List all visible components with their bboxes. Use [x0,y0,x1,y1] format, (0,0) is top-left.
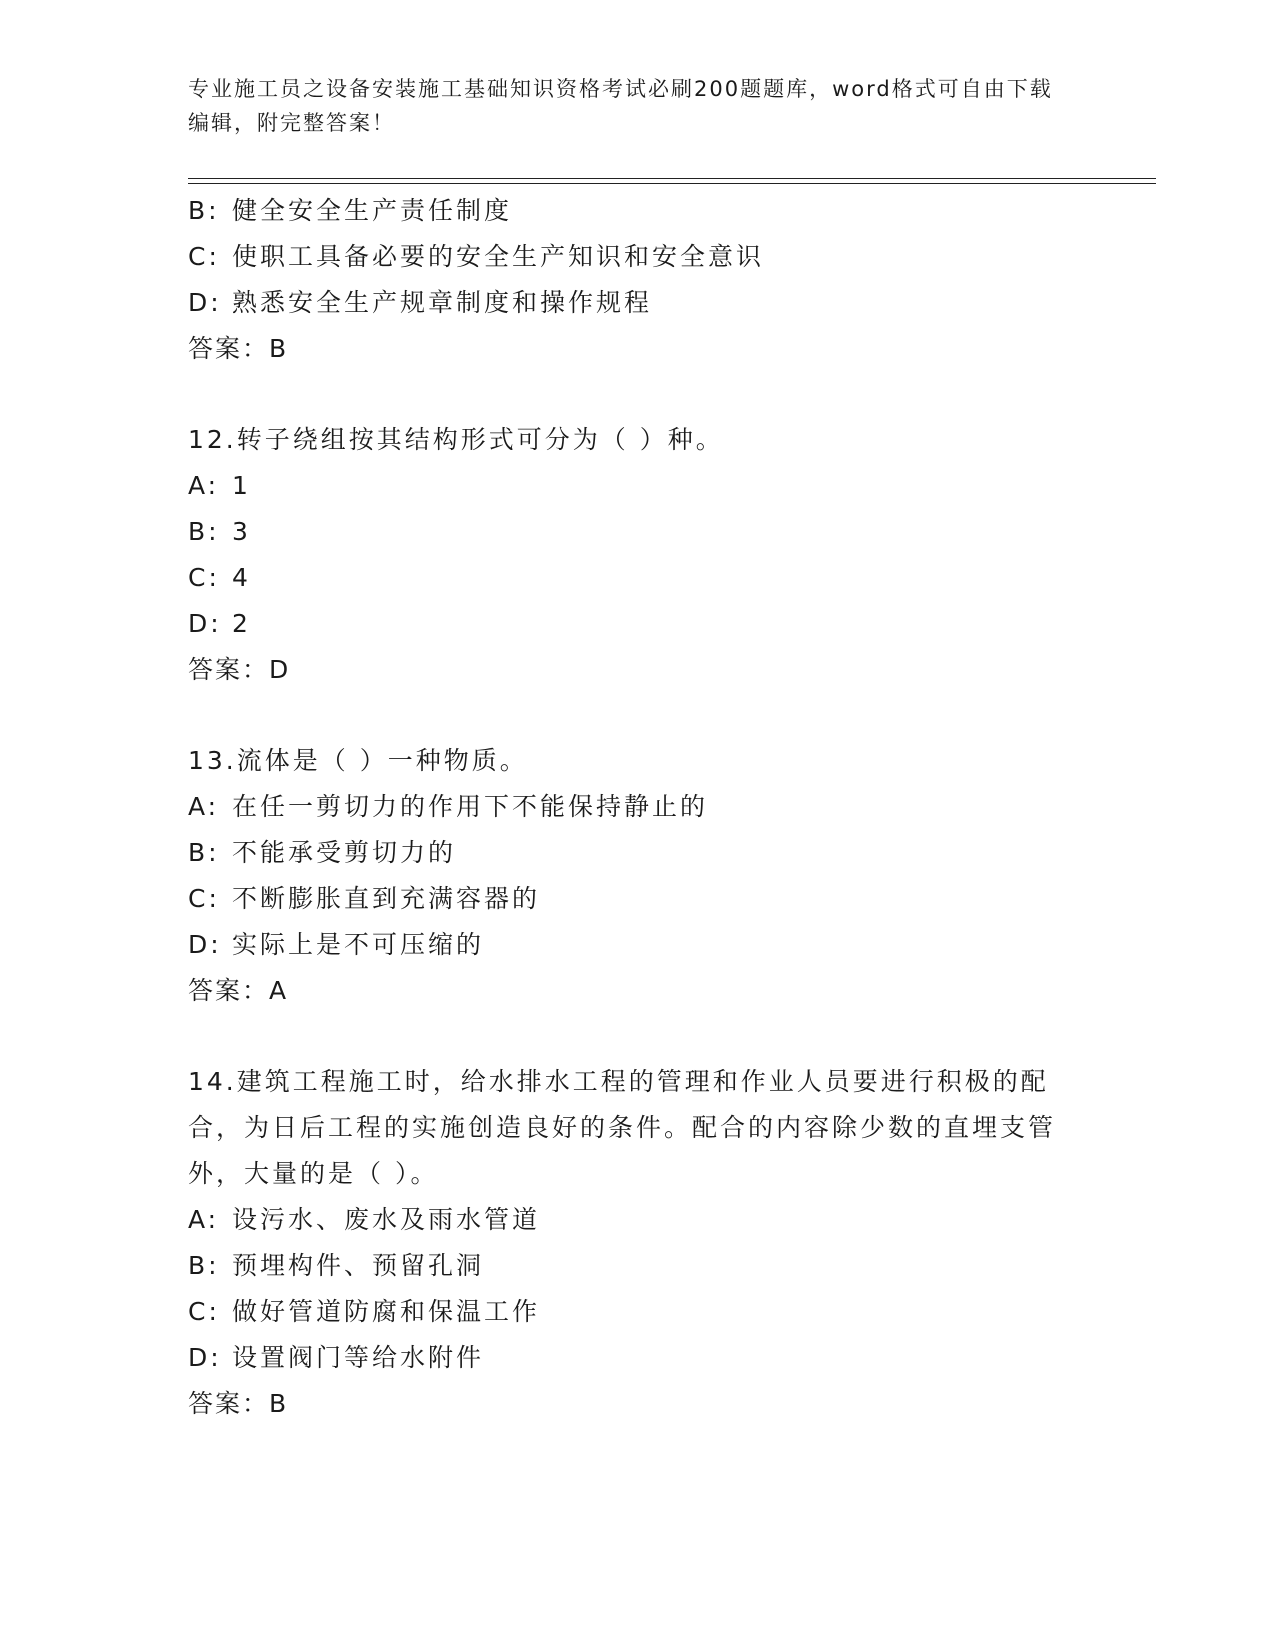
question-block-13 [188,738,1108,1014]
question-block-14 [188,1059,1108,1427]
option-d: D: 2 [188,609,251,638]
answer: 答案：A [188,976,289,1005]
option-c: C: 做好管道防腐和保温工作 [188,1297,541,1326]
question-list [188,188,1108,1472]
question-block-12 [188,417,1108,693]
option-a: A: 设污水、废水及雨水管道 [188,1205,541,1234]
answer: 答案：B [188,334,289,363]
option-a: A: 1 [188,471,251,500]
document-header: 专业施工员之设备安装施工基础知识资格考试必刷200题题库，word格式可自由下载编辑，附完整答案！ [188,77,1053,135]
option-b: B: 健全安全生产责任制度 [188,196,513,225]
answer: 答案：D [188,655,291,684]
header-rule-bottom [188,183,1156,184]
answer: 答案：B [188,1389,289,1418]
header-rule-top [188,178,1156,179]
option-d: D: 熟悉安全生产规章制度和操作规程 [188,288,653,317]
option-a: A: 在任一剪切力的作用下不能保持静止的 [188,792,709,821]
option-c: C: 不断膨胀直到充满容器的 [188,884,541,913]
option-b: B: 3 [188,517,251,546]
question-block-11-continued [188,188,1108,372]
option-d: D: 实际上是不可压缩的 [188,930,485,959]
question-text: 13.流体是（ ）一种物质。 [188,746,528,775]
option-c: C: 使职工具备必要的安全生产知识和安全意识 [188,242,765,271]
option-b: B: 预埋构件、预留孔洞 [188,1251,485,1280]
question-text: 12.转子绕组按其结构形式可分为（ ）种。 [188,425,724,454]
question-text: 14.建筑工程施工时，给水排水工程的管理和作业人员要进行积极的配合，为日后工程的实施创造良好的条件。配合的内容除少数的直埋支管外，大量的是（ ）。 [188,1067,1057,1188]
option-b: B: 不能承受剪切力的 [188,838,457,867]
option-d: D: 设置阀门等给水附件 [188,1343,485,1372]
option-c: C: 4 [188,563,251,592]
